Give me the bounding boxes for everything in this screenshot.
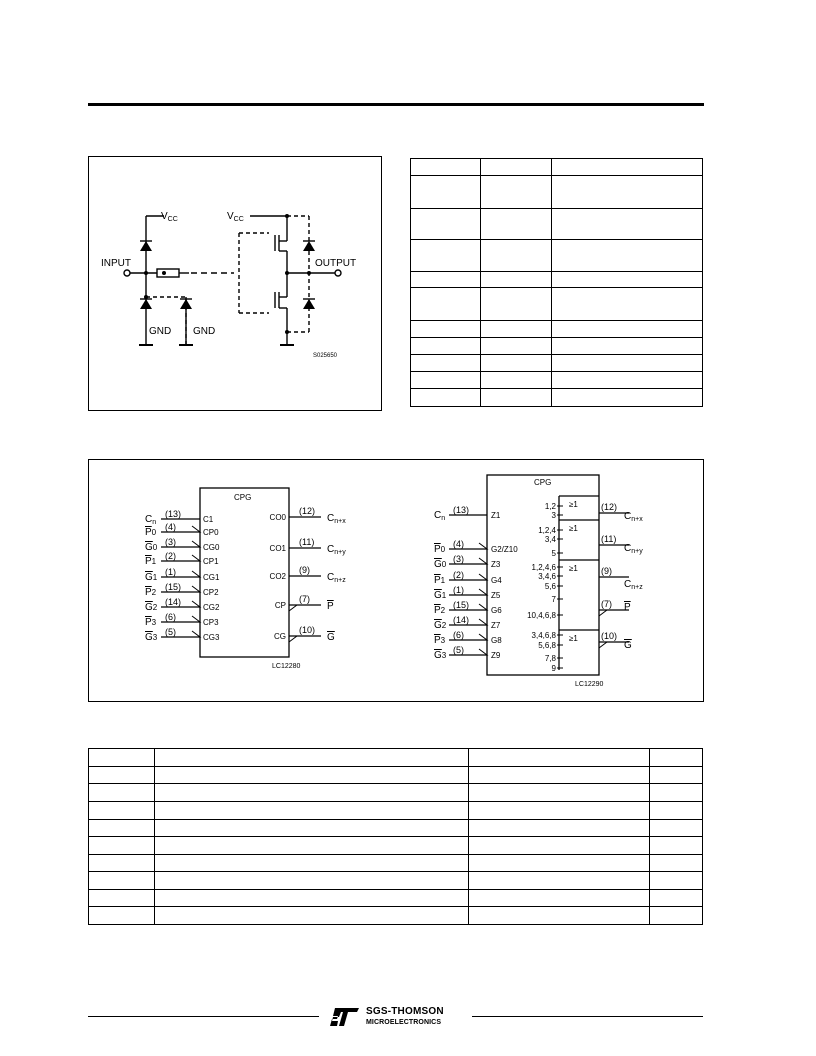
bottom-table xyxy=(88,748,703,925)
pin-label: CG1 xyxy=(203,573,220,582)
gate-input xyxy=(545,535,563,544)
pin-label: CO0 xyxy=(269,513,286,522)
pin-signal-label: P3 xyxy=(145,617,157,628)
left-symbol-title: CPG xyxy=(234,493,252,502)
brand-subtitle: MICROELECTRONICS xyxy=(366,1019,442,1026)
gate-input-label: 5,6,8 xyxy=(538,641,556,650)
or-gate xyxy=(559,560,599,573)
gate-input xyxy=(532,631,563,640)
gate-input-label: 3,4,6 xyxy=(538,572,556,581)
pin-number: (11) xyxy=(601,534,617,544)
gate-input-label: 5 xyxy=(551,549,556,558)
footer-rule-right xyxy=(472,1016,703,1017)
left-symbol-input-pin xyxy=(145,567,220,583)
pin-number: (11) xyxy=(299,537,315,547)
or-gate xyxy=(559,496,599,509)
pin-signal-label: G0 xyxy=(145,542,158,553)
pin-signal-label: G1 xyxy=(145,572,158,583)
logic-symbols-diagram xyxy=(89,460,703,701)
right-symbol-code: LC12290 xyxy=(575,681,604,688)
pin-signal-label: $C_{n+z}$ xyxy=(624,579,643,591)
output-label: OUTPUT xyxy=(315,258,357,269)
pin-number: (13) xyxy=(453,505,470,515)
right-symbol-output-pin xyxy=(599,631,632,651)
pin-number: (3) xyxy=(453,554,464,564)
pin-label: Z9 xyxy=(491,651,501,660)
pin-number: (9) xyxy=(299,565,310,575)
pin-signal-label: G3 xyxy=(145,632,158,643)
top-right-table xyxy=(410,158,703,407)
pin-label: Z1 xyxy=(491,511,501,520)
pin-label: CP3 xyxy=(203,618,219,627)
input-label: INPUT xyxy=(101,258,131,269)
pin-label: CP0 xyxy=(203,528,219,537)
pin-signal-label: P0 xyxy=(145,527,157,538)
pin-number: (10) xyxy=(299,625,316,635)
pin-signal-label: G0 xyxy=(434,559,447,570)
gate-input-label: 7 xyxy=(551,595,556,604)
pin-label: CG2 xyxy=(203,603,220,612)
or-gate-symbol: ≥1 xyxy=(569,564,578,573)
pin-number: (1) xyxy=(453,585,464,595)
gate-input-label: 1,2,4 xyxy=(538,526,556,535)
gate-input-label: 3,4,6,8 xyxy=(531,631,556,640)
gate-input xyxy=(545,654,563,663)
pin-number: (10) xyxy=(601,631,618,641)
pin-number: (14) xyxy=(453,615,470,625)
header-rule xyxy=(88,103,704,106)
pin-number: (6) xyxy=(453,630,464,640)
pin-signal-label: G xyxy=(327,632,335,643)
left-symbol-code: LC12280 xyxy=(272,663,301,670)
gate-input-label: 7,8 xyxy=(544,654,556,663)
pin-number: (5) xyxy=(165,627,176,637)
left-symbol-input-pin xyxy=(145,582,219,598)
left-symbol-output-pin xyxy=(275,594,334,612)
pin-label: Z3 xyxy=(491,560,501,569)
left-symbol-input-pin xyxy=(145,537,220,553)
pin-number: (4) xyxy=(165,522,176,532)
gate-input xyxy=(552,549,563,558)
left-symbol-output-pin xyxy=(270,565,347,584)
gate-input-label: 10,4,6,8 xyxy=(527,611,556,620)
right-symbol-input-pin xyxy=(434,585,501,601)
left-symbol-input-pin xyxy=(145,597,220,613)
pin-label: C1 xyxy=(203,515,214,524)
pin-number: (9) xyxy=(601,566,612,576)
figure-code: S025650 xyxy=(313,353,338,359)
gate-input xyxy=(552,511,563,520)
pin-signal-label: P1 xyxy=(145,556,157,567)
left-symbol-input-pin xyxy=(145,509,214,526)
pin-signal-label: P2 xyxy=(145,587,157,598)
gate-input-label: 5,6 xyxy=(544,582,556,591)
pin-number: (15) xyxy=(453,600,470,610)
io-circuit-panel xyxy=(88,156,382,411)
gate-input xyxy=(545,582,563,591)
pin-number: (2) xyxy=(165,551,176,561)
right-symbol-input-pin xyxy=(434,600,502,616)
left-symbol-input-pin xyxy=(145,627,220,643)
pin-label: CG3 xyxy=(203,633,220,642)
gate-input-label: 1,2,4,6 xyxy=(531,563,556,572)
pin-label: Z7 xyxy=(491,621,501,630)
st-logo xyxy=(330,1006,466,1028)
pin-label: G6 xyxy=(491,606,502,615)
pin-number: (12) xyxy=(601,502,618,512)
pin-number: (5) xyxy=(453,645,464,655)
vcc-left-label: $V_{CC}$ xyxy=(161,211,178,223)
pin-signal-label: G2 xyxy=(434,620,447,631)
pin-label: Z5 xyxy=(491,591,501,600)
logic-symbols-panel xyxy=(88,459,704,702)
left-symbol-output-pin xyxy=(270,537,347,556)
pin-signal-label: $C_{n+y}$ xyxy=(327,544,346,556)
gate-input-label: 9 xyxy=(551,664,556,673)
right-symbol-output-pin xyxy=(599,599,631,616)
pin-signal-label: P3 xyxy=(434,635,446,646)
pin-number: (14) xyxy=(165,597,182,607)
gate-input xyxy=(552,595,563,604)
pin-number: (7) xyxy=(601,599,612,609)
gate-input-label: 3 xyxy=(551,511,556,520)
pin-label: CG xyxy=(274,632,286,641)
left-symbol-output-pin xyxy=(270,506,347,525)
pin-signal-label: G1 xyxy=(434,590,447,601)
right-symbol-output-pin xyxy=(599,534,643,555)
pin-signal-label: $C_{n+z}$ xyxy=(327,572,346,584)
pin-signal-label: $C_{n+x}$ xyxy=(624,511,643,523)
right-symbol-output-pin xyxy=(599,502,643,523)
gnd-label-1: GND xyxy=(149,326,172,337)
pin-number: (13) xyxy=(165,509,182,519)
gnd-label-2: GND xyxy=(193,326,216,337)
right-symbol-input-pin xyxy=(434,615,501,631)
pin-label: G4 xyxy=(491,576,502,585)
right-symbol-input-pin xyxy=(434,539,518,555)
right-symbol-title: CPG xyxy=(534,478,552,487)
pin-number: (7) xyxy=(299,594,310,604)
right-symbol-input-pin xyxy=(434,645,501,661)
pin-number: (4) xyxy=(453,539,464,549)
brand-name: SGS-THOMSON xyxy=(366,1006,444,1017)
gate-input xyxy=(545,502,563,511)
pin-signal-label: P0 xyxy=(434,544,446,555)
right-symbol-input-pin xyxy=(434,505,501,522)
pin-signal-label: P xyxy=(624,602,631,613)
pin-number: (1) xyxy=(165,567,176,577)
io-circuit-diagram xyxy=(89,157,381,410)
vcc-right-label: $V_{CC}$ xyxy=(227,211,244,223)
left-symbol-input-pin xyxy=(145,612,219,628)
or-gate-symbol: ≥1 xyxy=(569,500,578,509)
gate-input-label: 1,2 xyxy=(544,502,556,511)
or-gate-symbol: ≥1 xyxy=(569,634,578,643)
or-gate-symbol: ≥1 xyxy=(569,524,578,533)
st-logo-icon xyxy=(330,1007,360,1027)
pin-label: CG0 xyxy=(203,543,220,552)
pin-signal-label: $C_{n+x}$ xyxy=(327,513,346,525)
gate-input xyxy=(532,563,563,572)
gate-input xyxy=(527,611,563,620)
pin-signal-label: P xyxy=(327,601,334,612)
pin-label: CO1 xyxy=(269,544,286,553)
pin-label: CP2 xyxy=(203,588,219,597)
gate-input xyxy=(552,664,563,673)
right-symbol-input-pin xyxy=(434,554,501,570)
pin-number: (3) xyxy=(165,537,176,547)
left-symbol-output-pin xyxy=(274,625,335,643)
pin-number: (2) xyxy=(453,570,464,580)
pin-signal-label: G3 xyxy=(434,650,447,661)
left-symbol-input-pin xyxy=(145,551,219,567)
right-symbol-output-pin xyxy=(599,566,643,591)
pin-signal-label: P1 xyxy=(434,575,446,586)
pin-signal-label: $C_n$ xyxy=(145,514,157,526)
right-symbol-input-pin xyxy=(434,570,502,586)
pin-signal-label: G xyxy=(624,640,632,651)
pin-number: (15) xyxy=(165,582,182,592)
pin-label: CP1 xyxy=(203,557,219,566)
pin-signal-label: G2 xyxy=(145,602,158,613)
pin-number: (12) xyxy=(299,506,316,516)
pin-signal-label: $C_n$ xyxy=(434,510,446,522)
or-gate xyxy=(559,630,599,643)
pin-label: CP xyxy=(274,601,286,610)
right-symbol-input-pin xyxy=(434,630,502,646)
footer-rule-left xyxy=(88,1016,319,1017)
pin-label: G8 xyxy=(491,636,502,645)
pin-signal-label: $C_{n+y}$ xyxy=(624,543,643,555)
pin-label: CO2 xyxy=(269,572,286,581)
pin-number: (6) xyxy=(165,612,176,622)
or-gate xyxy=(559,520,599,533)
pin-label: G2/Z10 xyxy=(491,545,518,554)
gate-input-label: 3,4 xyxy=(544,535,556,544)
pin-signal-label: P2 xyxy=(434,605,446,616)
